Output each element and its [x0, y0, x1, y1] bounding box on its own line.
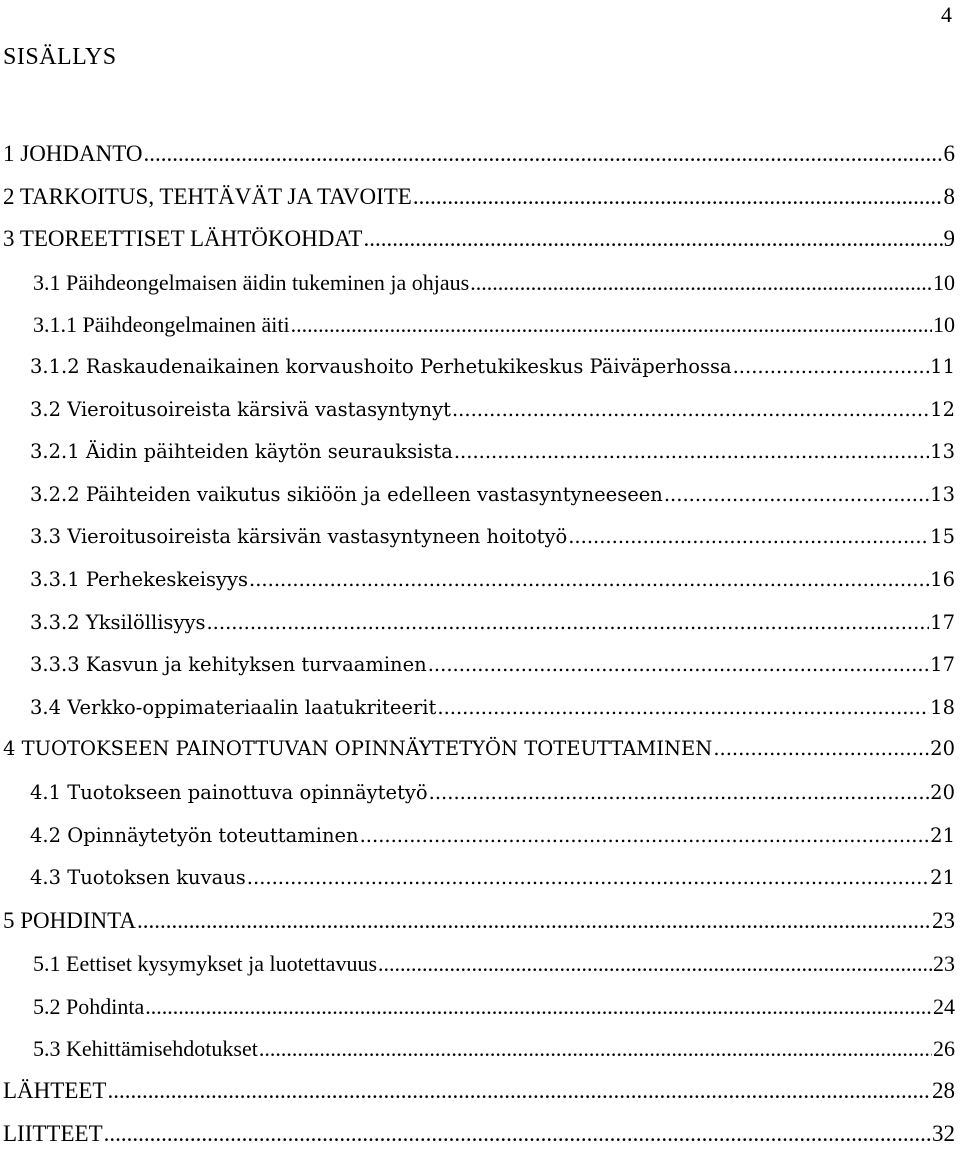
toc-entry-label: 3.3 Vieroitusoireista kärsivän vastasyntyneen hoitotyö: [30, 525, 568, 549]
toc-entry-label: 5.1 Eettiset kysymykset ja luotettavuus: [33, 951, 378, 977]
toc-entry-page-number: 20: [930, 780, 955, 804]
toc-entry[interactable]: [0, 221, 960, 264]
toc-entry-page-number: 17: [930, 610, 955, 634]
toc-entry-label: 5 POHDINTA: [3, 907, 136, 933]
toc-dot-leader: [452, 398, 929, 421]
toc-dot-leader: [378, 951, 932, 977]
toc-entry-label: 3.2.1 Äidin päihteiden käytön seurauksista: [30, 440, 453, 464]
page-title: SISÄLLYS: [3, 44, 117, 70]
toc-dot-leader: [104, 1121, 931, 1147]
toc-entry-label: 4.2 Opinnäytetyön toteuttaminen: [30, 823, 359, 847]
toc-entry-label: 3.3.1 Perhekeskeisyys: [30, 567, 249, 591]
toc-dot-leader: [247, 866, 929, 889]
toc-dot-leader: [664, 483, 929, 506]
toc-entry-page-number: 23: [932, 907, 955, 933]
toc-entry-page-number: 18: [930, 695, 955, 719]
toc-entry-page-number: 10: [933, 312, 955, 338]
toc-entry-label: 1 JOHDANTO: [3, 141, 143, 166]
toc-entry-page-number: 13: [930, 482, 955, 506]
toc-entry[interactable]: [0, 264, 960, 307]
toc-dot-leader: [429, 781, 930, 804]
toc-dot-leader: [470, 270, 932, 296]
toc-entry[interactable]: [0, 477, 960, 520]
toc-entry-label: 3.4 Verkko-oppimateriaalin laatukriteerit: [30, 695, 437, 719]
toc-entry[interactable]: [0, 647, 960, 690]
toc-entry-page-number: 24: [933, 993, 955, 1019]
toc-entry[interactable]: [0, 392, 960, 435]
toc-entry-page-number: 11: [930, 354, 955, 378]
toc-entry-page-number: 16: [930, 567, 955, 591]
toc-entry-page-number: 10: [933, 269, 955, 295]
toc-entry-label: 3.1 Päihdeongelmaisen äidin tukeminen ja ohjaus: [33, 269, 470, 295]
toc-entry-label: 3.2 Vieroitusoireista kärsivä vastasyntynyt: [30, 397, 451, 421]
toc-entry[interactable]: [0, 988, 960, 1031]
toc-dot-leader: [733, 355, 930, 378]
toc-dot-leader: [144, 141, 943, 167]
toc-dot-leader: [568, 525, 929, 548]
toc-entry-label: LÄHTEET: [3, 1078, 107, 1104]
toc-entry-page-number: 13: [930, 440, 955, 464]
toc-entry[interactable]: [0, 562, 960, 605]
toc-dot-leader: [137, 908, 931, 934]
toc-entry[interactable]: [0, 818, 960, 861]
toc-dot-leader: [360, 824, 930, 847]
toc-entry-page-number: 20: [930, 737, 955, 761]
table-of-contents: [0, 136, 960, 1158]
toc-entry-label: 4.3 Tuotoksen kuvaus: [30, 866, 246, 890]
toc-dot-leader: [413, 184, 943, 210]
toc-entry-page-number: 15: [930, 525, 955, 549]
toc-dot-leader: [454, 440, 929, 463]
toc-dot-leader: [259, 1036, 932, 1062]
toc-entry-page-number: 21: [930, 823, 955, 847]
toc-entry-label: 3.2.2 Päihteiden vaikutus sikiöön ja edelleen vastasyntyneeseen: [30, 482, 663, 506]
toc-entry-label: 5.3 Kehittämisehdotukset: [33, 1036, 258, 1062]
toc-dot-leader: [437, 696, 929, 719]
toc-entry-label: 3.1.2 Raskaudenaikainen korvaushoito Perhetukikeskus Päiväperhossa: [30, 354, 732, 378]
toc-entry-page-number: 8: [943, 183, 955, 209]
toc-entry[interactable]: [0, 136, 960, 179]
toc-entry-label: 3 TEOREETTISET LÄHTÖKOHDAT: [3, 226, 363, 252]
toc-entry-label: LIITTEET: [3, 1120, 103, 1146]
toc-entry-page-number: 26: [933, 1036, 955, 1062]
toc-entry-label: 3.1.1 Päihdeongelmainen äiti: [33, 312, 290, 338]
toc-dot-leader: [206, 611, 929, 634]
toc-entry-label: 2 TARKOITUS, TEHTÄVÄT JA TAVOITE: [3, 183, 412, 209]
toc-entry-page-number: 17: [930, 653, 955, 677]
toc-entry-label: 4 TUOTOKSEEN PAINOTTUVAN OPINNÄYTETYÖN TOTEUTTAMINEN: [3, 737, 713, 761]
toc-entry[interactable]: [0, 732, 960, 775]
toc-dot-leader: [363, 226, 942, 252]
toc-entry[interactable]: [0, 860, 960, 903]
toc-entry[interactable]: [0, 519, 960, 562]
toc-entry[interactable]: [0, 306, 960, 349]
toc-entry[interactable]: [0, 1073, 960, 1116]
toc-entry[interactable]: [0, 434, 960, 477]
toc-dot-leader: [713, 737, 929, 760]
toc-entry-page-number: 21: [930, 866, 955, 890]
toc-entry-label: 3.3.2 Yksilöllisyys: [30, 610, 206, 634]
toc-dot-leader: [145, 994, 932, 1020]
toc-entry-page-number: 12: [930, 397, 955, 421]
page-number: 4: [941, 2, 952, 27]
toc-entry[interactable]: [0, 179, 960, 222]
toc-dot-leader: [249, 568, 929, 591]
toc-entry[interactable]: [0, 349, 960, 392]
toc-entry-page-number: 6: [943, 141, 955, 166]
toc-entry-page-number: 32: [932, 1120, 955, 1146]
toc-entry-label: 4.1 Tuotokseen painottuva opinnäytetyö: [30, 780, 428, 804]
toc-entry[interactable]: [0, 903, 960, 946]
toc-entry[interactable]: [0, 775, 960, 818]
toc-entry[interactable]: [0, 605, 960, 648]
toc-entry-page-number: 9: [943, 226, 955, 252]
toc-entry-label: 3.3.3 Kasvun ja kehityksen turvaaminen: [30, 653, 427, 677]
toc-dot-leader: [291, 312, 932, 338]
toc-entry-label: 5.2 Pohdinta: [33, 993, 145, 1019]
toc-dot-leader: [107, 1078, 931, 1104]
toc-entry-page-number: 23: [933, 951, 955, 977]
toc-entry[interactable]: [0, 1030, 960, 1073]
toc-entry-page-number: 28: [932, 1078, 955, 1104]
toc-dot-leader: [428, 653, 929, 676]
toc-entry[interactable]: [0, 690, 960, 733]
toc-entry[interactable]: [0, 945, 960, 988]
